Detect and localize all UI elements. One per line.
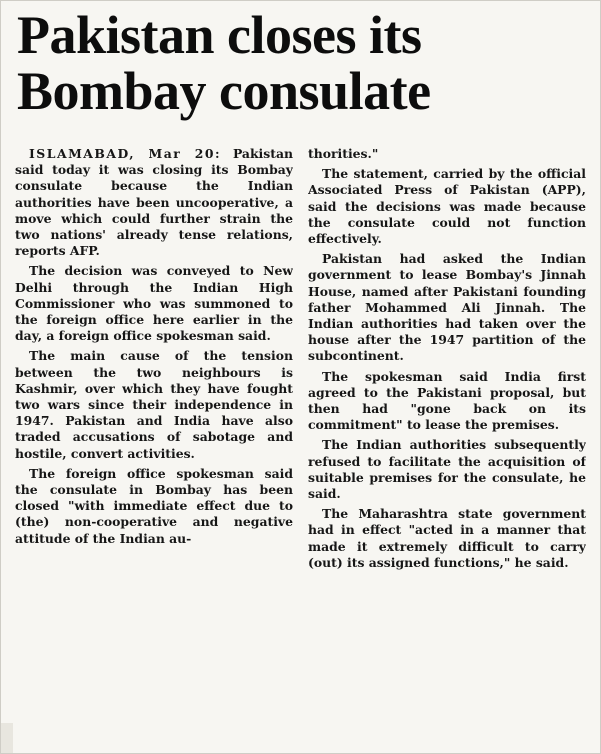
headline [1,1,600,119]
paragraph: The foreign office spokesman said the consulate in Bombay has been closed "with immediate effect due to (the) non-cooperative and negative attitude of the Indian au- [15,465,293,546]
dateline-paragraph [15,146,293,259]
paragraph: The main cause of the tension between the two neighbours is Kashmir, over which they have fought two wars since their independence in 1947. Pakistan and India have also traded accusations of sabotage and hostile, convert activities. [15,348,293,461]
article-body [15,146,586,733]
paragraph: The decision was conveyed to New Delhi through the Indian High Commissioner who was summoned to the foreign office here earlier in the day, a foreign office spokesman said. [15,263,293,344]
column-right [308,146,586,733]
paragraph: The statement, carried by the official Associated Press of Pakistan (APP), said the decisions was made because the consulate could not function effectively. [308,166,586,247]
paragraph: thorities." [308,146,379,161]
paragraph: Pakistan had asked the Indian government to lease Bombay's Jinnah House, named after Pakistani founding father Mohammed Ali Jinnah. The Indian authorities had taken over the house after the 1947 partition of the subcontinent. [308,251,586,364]
paragraph: The spokesman said India first agreed to the Pakistani proposal, but then had "gone back on its commitment" to lease the premises. [308,368,586,433]
paragraph: Pakistan said today it was closing its Bombay consulate because the Indian authorities have been uncooperative, a move which could further strain the two nations' already tense relations, reports AFP. [15,146,293,259]
paragraph: The Maharashtra state government had in effect "acted in a manner that made it extremely difficult to carry (out) its assigned functions," he said. [308,506,586,570]
clipping-edge [1,723,13,753]
column-left [15,146,293,733]
headline-line-2: Bombay consulate [17,61,431,121]
paragraph: The Indian authorities subsequently refused to facilitate the acquisition of suitable premises for the consulate, he said. [308,437,586,502]
dateline: ISLAMABAD, Mar 20: [29,146,222,161]
headline-line-1: Pakistan closes its [17,5,422,65]
